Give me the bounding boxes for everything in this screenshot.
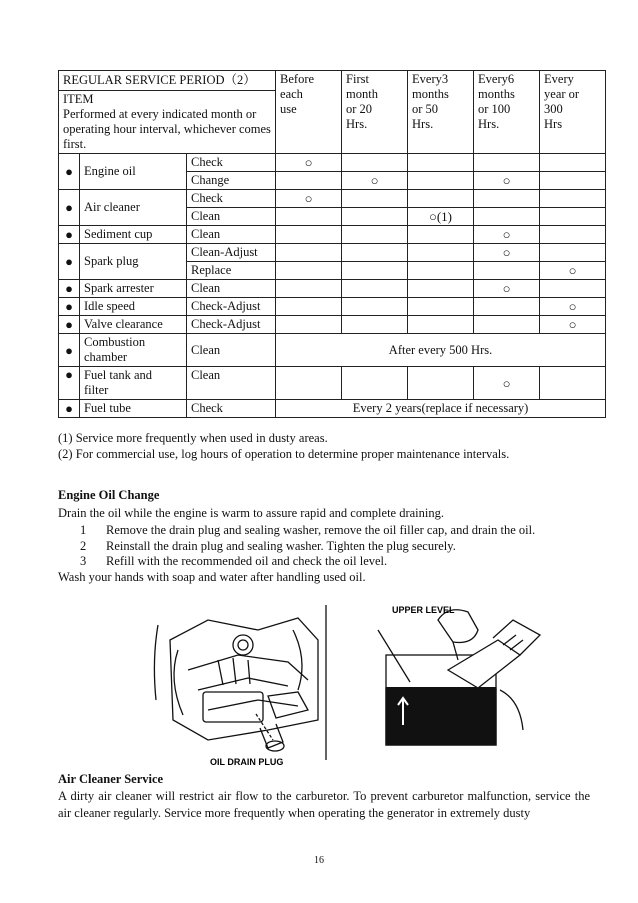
engine-drain-drawing — [148, 600, 590, 770]
item-air-cleaner: Air cleaner — [80, 190, 187, 226]
section-title-air-cleaner: Air Cleaner Service — [58, 772, 164, 786]
section-title-oil-change: Engine Oil Change — [58, 488, 160, 502]
footnote-1: (1) Service more frequently when used in dusty areas. — [58, 431, 328, 445]
oil-change-steps — [80, 523, 535, 570]
table-row-idle-speed: ● Idle speed Check-Adjust ○ — [59, 298, 606, 316]
bullet-icon: ● — [59, 367, 80, 400]
span-note-500hrs: After every 500 Hrs. — [276, 334, 606, 367]
bullet-icon: ● — [59, 298, 80, 316]
page-number: 16 — [314, 855, 324, 866]
col-every-3-months: Every3 months or 50 Hrs. — [408, 71, 474, 154]
footnotes — [58, 430, 509, 462]
bullet-icon: ● — [59, 244, 80, 280]
item-header: ITEM Performed at every indicated month or operating hour interval, whichever comes first. — [59, 91, 276, 154]
table-row-combustion-chamber: ● Combustion chamber Clean After every 500 Hrs. — [59, 334, 606, 367]
table-row-spark-plug-adjust: ● Spark plug Clean-Adjust ○ — [59, 244, 606, 262]
circle-mark: ○ — [474, 244, 540, 262]
circle-mark: ○ — [540, 262, 606, 280]
table-row-valve-clearance: ● Valve clearance Check-Adjust ○ — [59, 316, 606, 334]
bullet-icon: ● — [59, 280, 80, 298]
circle-mark: ○ — [474, 280, 540, 298]
table-row-engine-oil-check: ● Engine oil Check ○ — [59, 154, 606, 172]
bullet-icon: ● — [59, 316, 80, 334]
list-item: 2 Reinstall the drain plug and sealing washer. Tighten the plug securely. — [80, 538, 456, 553]
bullet-icon: ● — [59, 400, 80, 418]
table-row-spark-arrester: ● Spark arrester Clean ○ — [59, 280, 606, 298]
list-item: 3 Refill with the recommended oil and check the oil level. — [80, 554, 388, 568]
bullet-icon: ● — [59, 154, 80, 190]
circle-mark: ○ — [276, 190, 342, 208]
oil-change-illustration — [148, 600, 590, 770]
upper-level-label: UPPER LEVEL — [392, 605, 455, 615]
item-fuel-tank: Fuel tank and filter — [80, 367, 187, 400]
circle-mark: ○ — [474, 226, 540, 244]
circle-mark: ○ — [540, 298, 606, 316]
table-row-fuel-tank: ● Fuel tank and filter Clean ○ — [59, 367, 606, 400]
table-row-engine-oil-change: Change ○ ○ — [59, 172, 606, 190]
table-row-spark-plug-replace: Replace ○ — [59, 262, 606, 280]
table-row-fuel-tube: ● Fuel tube Check Every 2 years(replace if necessary) — [59, 400, 606, 418]
item-combustion-chamber: Combustion chamber — [80, 334, 187, 367]
circle-mark: ○ — [474, 172, 540, 190]
col-every-year: Every year or 300 Hrs — [540, 71, 606, 154]
bullet-icon: ● — [59, 334, 80, 367]
oil-change-outro: Wash your hands with soap and water after handling used oil. — [58, 570, 366, 584]
bullet-icon: ● — [59, 190, 80, 226]
circle-mark: ○ — [276, 154, 342, 172]
table-row-air-cleaner-check: ● Air cleaner Check ○ — [59, 190, 606, 208]
table-row-sediment-cup: ● Sediment cup Clean ○ — [59, 226, 606, 244]
circle-mark: ○ — [474, 367, 540, 400]
air-cleaner-text: A dirty air cleaner will restrict air flow to the carburetor. To prevent carburetor malfunction, service the air cleaner regularly. Service more frequently when operating the generator in extremely dusty — [58, 789, 590, 820]
oil-drain-plug-label: OIL DRAIN PLUG — [210, 757, 284, 767]
bullet-icon: ● — [59, 226, 80, 244]
item-engine-oil: Engine oil — [80, 154, 187, 190]
period-title: REGULAR SERVICE PERIOD（2） — [59, 71, 276, 91]
oil-change-intro: Drain the oil while the engine is warm to assure rapid and complete draining. — [58, 506, 444, 520]
col-first-month: First month or 20 Hrs. — [342, 71, 408, 154]
circle-mark: ○ — [342, 172, 408, 190]
list-item: 1 Remove the drain plug and sealing washer, remove the oil filler cap, and drain the oil. — [80, 523, 536, 537]
footnote-2: (2) For commercial use, log hours of operation to determine proper maintenance intervals. — [58, 447, 510, 461]
table-row-air-cleaner-clean: Clean ○(1) — [59, 208, 606, 226]
col-before-each-use: Before each use — [276, 71, 342, 154]
span-note-2-years: Every 2 years(replace if necessary) — [276, 400, 606, 418]
service-schedule-table — [58, 70, 606, 418]
col-every-6-months: Every6 months or 100 Hrs. — [474, 71, 540, 154]
circle-mark: ○ — [540, 316, 606, 334]
circle-mark-note: ○(1) — [408, 208, 474, 226]
